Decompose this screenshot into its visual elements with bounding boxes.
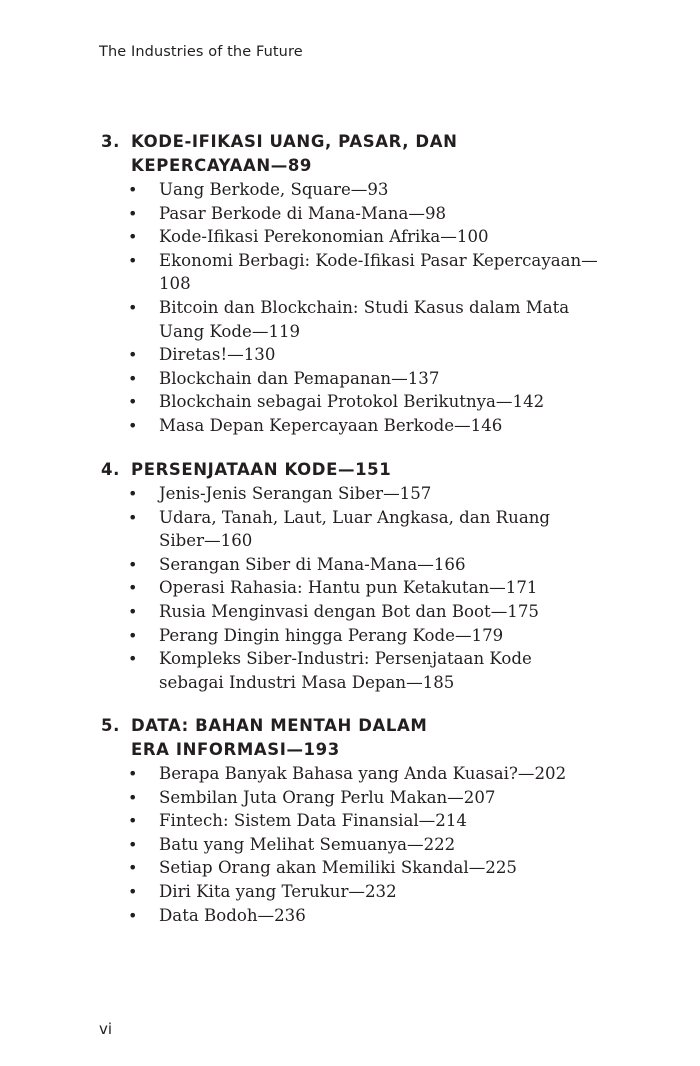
bullet-icon: • bbox=[128, 392, 138, 412]
toc-entry bbox=[0, 414, 599, 438]
toc-entry bbox=[0, 880, 599, 904]
toc-entry bbox=[0, 553, 599, 577]
toc-entry bbox=[0, 296, 599, 343]
bullet-icon: • bbox=[128, 203, 138, 223]
toc-entry-text: Operasi Rahasia: Hantu pun Ketakutan—171 bbox=[159, 578, 538, 598]
toc-entry-text: Kode-Ifikasi Perekonomian Afrika—100 bbox=[159, 227, 489, 247]
toc-entry-text: Masa Depan Kepercayaan Berkode—146 bbox=[159, 415, 503, 435]
section-list bbox=[0, 762, 700, 927]
toc-entry bbox=[0, 343, 599, 367]
toc-entry-text: Bitcoin dan Blockchain: Studi Kasus dalam Mata Uang Kode—119 bbox=[159, 297, 570, 341]
bullet-icon: • bbox=[128, 601, 138, 621]
section-list bbox=[0, 482, 700, 694]
toc-entry bbox=[0, 833, 599, 857]
toc-entry bbox=[0, 225, 599, 249]
toc-entry bbox=[0, 482, 599, 506]
toc-entry-text: Ekonomi Berbagi: Kode-Ifikasi Pasar Kepercayaan—108 bbox=[159, 250, 598, 294]
toc-entry bbox=[0, 367, 599, 391]
toc-entry-text: Batu yang Melihat Semuanya—222 bbox=[159, 834, 456, 854]
toc-entry-text: Perang Dingin hingga Perang Kode—179 bbox=[159, 625, 504, 645]
toc-entry bbox=[0, 904, 599, 928]
toc-entry bbox=[0, 390, 599, 414]
bullet-icon: • bbox=[128, 554, 138, 574]
toc-entry bbox=[0, 600, 599, 624]
chapter-number: 5. bbox=[101, 716, 120, 735]
bullet-icon: • bbox=[128, 764, 138, 783]
bullet-icon: • bbox=[128, 858, 138, 878]
toc-entry bbox=[0, 506, 599, 553]
bullet-icon: • bbox=[128, 578, 138, 598]
toc-entry bbox=[0, 856, 599, 880]
chapter-heading bbox=[0, 714, 461, 762]
bullet-icon: • bbox=[128, 415, 138, 435]
toc-entry bbox=[0, 576, 599, 600]
toc-entry-text: Blockchain dan Pemapanan—137 bbox=[159, 368, 440, 388]
running-head: The Industries of the Future bbox=[99, 44, 303, 60]
chapter-number: 3. bbox=[101, 132, 120, 151]
toc-entry-text: Rusia Menginvasi dengan Bot dan Boot—175 bbox=[159, 601, 539, 621]
bullet-icon: • bbox=[128, 297, 138, 317]
bullet-icon: • bbox=[128, 834, 138, 854]
toc-entry-text: Diri Kita yang Terukur—232 bbox=[159, 881, 397, 901]
toc-entry-text: Pasar Berkode di Mana-Mana—98 bbox=[159, 203, 447, 223]
toc-entry bbox=[0, 786, 599, 810]
toc-entry-text: Setiap Orang akan Memiliki Skandal—225 bbox=[159, 858, 517, 878]
bullet-icon: • bbox=[128, 180, 138, 199]
toc-entry bbox=[0, 178, 599, 202]
bullet-icon: • bbox=[128, 905, 138, 925]
bullet-icon: • bbox=[128, 507, 138, 527]
bullet-icon: • bbox=[128, 250, 138, 270]
bullet-icon: • bbox=[128, 484, 138, 503]
bullet-icon: • bbox=[128, 345, 138, 365]
toc-entry-text: Data Bodoh—236 bbox=[159, 905, 306, 925]
toc-entry-text: Diretas!—130 bbox=[159, 345, 276, 365]
bullet-icon: • bbox=[128, 787, 138, 807]
toc-entry bbox=[0, 202, 599, 226]
toc-entry-text: Kompleks Siber-Industri: Persenjataan Kode sebagai Industri Masa Depan—185 bbox=[159, 649, 532, 692]
chapter-heading bbox=[0, 458, 461, 482]
toc-entry bbox=[0, 762, 599, 786]
chapter-title: DATA: BAHAN MENTAH DALAM ERA INFORMASI—193 bbox=[131, 716, 428, 759]
toc-entry-text: Udara, Tanah, Laut, Luar Angkasa, dan Ruang Siber—160 bbox=[159, 507, 551, 551]
toc-entry bbox=[0, 624, 599, 648]
bullet-icon: • bbox=[128, 625, 138, 645]
chapter-number: 4. bbox=[101, 460, 120, 479]
toc-entry-text: Blockchain sebagai Protokol Berikutnya—142 bbox=[159, 392, 545, 412]
chapter-title: KODE-IFIKASI UANG, PASAR, DAN KEPERCAYAAN—89 bbox=[131, 132, 458, 175]
chapter-heading bbox=[0, 130, 461, 178]
toc-entry bbox=[0, 249, 599, 296]
bullet-icon: • bbox=[128, 881, 138, 901]
chapter-4 bbox=[0, 458, 700, 694]
toc-entry bbox=[0, 647, 599, 694]
bullet-icon: • bbox=[128, 227, 138, 247]
section-list bbox=[0, 178, 700, 438]
chapter-5 bbox=[0, 714, 700, 927]
bullet-icon: • bbox=[128, 649, 138, 669]
toc-entry-text: Sembilan Juta Orang Perlu Makan—207 bbox=[159, 787, 496, 807]
bullet-icon: • bbox=[128, 368, 138, 388]
toc-entry-text: Serangan Siber di Mana-Mana—166 bbox=[159, 554, 466, 574]
toc-entry-text: Jenis-Jenis Serangan Siber—157 bbox=[159, 484, 432, 503]
toc-entry-text: Berapa Banyak Bahasa yang Anda Kuasai?—202 bbox=[159, 764, 567, 783]
toc-entry-text: Fintech: Sistem Data Finansial—214 bbox=[159, 811, 467, 831]
toc-entry-text: Uang Berkode, Square—93 bbox=[159, 180, 389, 199]
toc-entry bbox=[0, 809, 599, 833]
bullet-icon: • bbox=[128, 811, 138, 831]
page-number: vi bbox=[99, 1020, 113, 1038]
chapter-title: PERSENJATAAN KODE—151 bbox=[131, 460, 392, 479]
chapter-3 bbox=[0, 130, 700, 438]
